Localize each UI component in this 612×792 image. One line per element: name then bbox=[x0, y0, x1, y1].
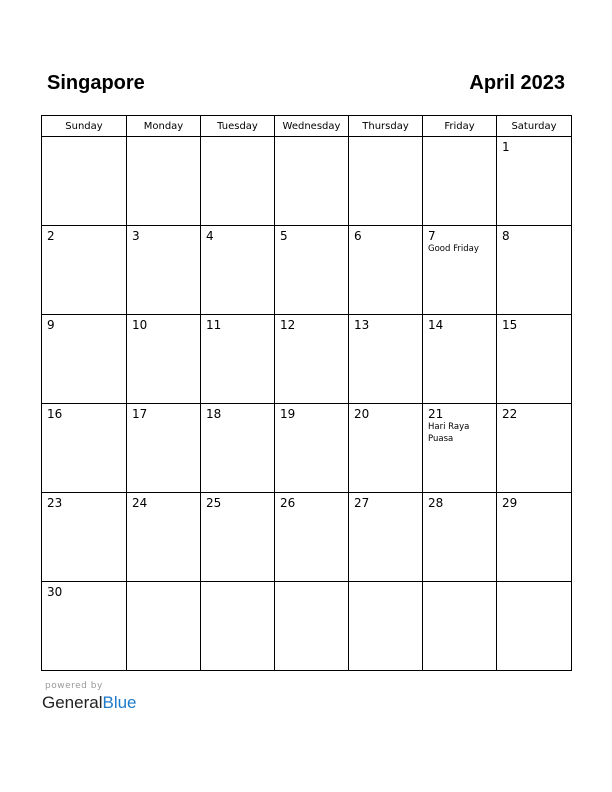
week-row bbox=[42, 315, 572, 404]
weekday-header-monday: Monday bbox=[127, 116, 201, 137]
day-cell bbox=[497, 493, 572, 582]
day-number: 4 bbox=[206, 229, 214, 243]
day-number: 7 bbox=[428, 229, 436, 243]
day-number bbox=[127, 582, 200, 585]
day-cell bbox=[423, 226, 497, 315]
day-number bbox=[423, 582, 496, 585]
day-number bbox=[423, 137, 496, 140]
powered-by-text: powered by bbox=[45, 681, 103, 691]
day-number: 29 bbox=[502, 496, 518, 510]
day-number bbox=[349, 137, 422, 140]
day-cell bbox=[423, 315, 497, 404]
day-cell bbox=[201, 137, 275, 226]
day-number: 25 bbox=[206, 496, 222, 510]
day-cell bbox=[349, 226, 423, 315]
day-cell bbox=[127, 137, 201, 226]
country-title: Singapore bbox=[47, 72, 145, 94]
day-number: 28 bbox=[428, 496, 444, 510]
day-cell bbox=[127, 493, 201, 582]
day-cell bbox=[497, 226, 572, 315]
day-number bbox=[275, 137, 348, 140]
day-cell bbox=[201, 493, 275, 582]
day-cell bbox=[349, 404, 423, 493]
day-number: 13 bbox=[354, 318, 370, 332]
day-cell bbox=[497, 137, 572, 226]
day-number: 9 bbox=[47, 318, 55, 332]
day-number: 14 bbox=[428, 318, 444, 332]
day-cell bbox=[201, 315, 275, 404]
footer-branding bbox=[42, 681, 192, 721]
week-row bbox=[42, 226, 572, 315]
day-number: 21 bbox=[428, 407, 444, 421]
day-cell bbox=[275, 226, 349, 315]
weekday-header-thursday: Thursday bbox=[349, 116, 423, 137]
day-number: 3 bbox=[132, 229, 140, 243]
weekday-header-friday: Friday bbox=[423, 116, 497, 137]
day-cell bbox=[42, 226, 127, 315]
weekday-header-tuesday: Tuesday bbox=[201, 116, 275, 137]
day-cell bbox=[497, 404, 572, 493]
day-cell bbox=[423, 582, 497, 671]
day-cell bbox=[127, 226, 201, 315]
day-cell bbox=[275, 582, 349, 671]
day-cell bbox=[127, 404, 201, 493]
day-cell bbox=[423, 137, 497, 226]
day-cell bbox=[42, 582, 127, 671]
day-number bbox=[275, 582, 348, 585]
holiday-label-good-friday: Good Friday bbox=[428, 244, 479, 254]
day-cell bbox=[275, 404, 349, 493]
week-row bbox=[42, 493, 572, 582]
day-number: 10 bbox=[132, 318, 148, 332]
day-cell bbox=[127, 315, 201, 404]
day-cell bbox=[349, 137, 423, 226]
day-cell bbox=[201, 582, 275, 671]
day-cell bbox=[349, 315, 423, 404]
calendar-grid bbox=[41, 115, 572, 671]
day-cell bbox=[201, 404, 275, 493]
day-cell bbox=[275, 137, 349, 226]
week-row bbox=[42, 137, 572, 226]
day-number: 18 bbox=[206, 407, 222, 421]
day-number bbox=[349, 582, 422, 585]
day-cell bbox=[497, 315, 572, 404]
day-cell bbox=[42, 493, 127, 582]
day-number: 6 bbox=[354, 229, 362, 243]
weekday-header-row bbox=[42, 116, 572, 137]
day-cell bbox=[42, 137, 127, 226]
calendar-header bbox=[41, 70, 571, 100]
day-number: 5 bbox=[280, 229, 288, 243]
month-year-title: April 2023 bbox=[469, 72, 565, 94]
weekday-header-wednesday: Wednesday bbox=[275, 116, 349, 137]
day-number: 8 bbox=[502, 229, 510, 243]
day-cell bbox=[275, 315, 349, 404]
day-cell bbox=[42, 404, 127, 493]
day-number: 15 bbox=[502, 318, 518, 332]
day-cell bbox=[349, 582, 423, 671]
day-number: 17 bbox=[132, 407, 148, 421]
day-cell bbox=[423, 493, 497, 582]
day-number bbox=[201, 582, 274, 585]
day-number: 12 bbox=[280, 318, 296, 332]
brand-general-text: General bbox=[42, 693, 103, 712]
generalblue-logo bbox=[42, 693, 192, 713]
day-cell bbox=[423, 404, 497, 493]
day-cell bbox=[42, 315, 127, 404]
week-row bbox=[42, 582, 572, 671]
day-number: 22 bbox=[502, 407, 518, 421]
day-number: 30 bbox=[47, 585, 63, 599]
weekday-header-saturday: Saturday bbox=[497, 116, 572, 137]
day-cell bbox=[275, 493, 349, 582]
day-cell bbox=[349, 493, 423, 582]
day-number: 16 bbox=[47, 407, 63, 421]
day-number bbox=[42, 137, 126, 140]
day-number: 27 bbox=[354, 496, 370, 510]
day-cell bbox=[497, 582, 572, 671]
day-cell bbox=[127, 582, 201, 671]
day-number: 2 bbox=[47, 229, 55, 243]
day-number: 23 bbox=[47, 496, 63, 510]
day-number: 24 bbox=[132, 496, 148, 510]
day-cell bbox=[201, 226, 275, 315]
day-number: 1 bbox=[502, 140, 510, 154]
holiday-label-hari-raya-puasa: Hari Raya Puasa bbox=[428, 422, 470, 444]
day-number bbox=[497, 582, 571, 585]
day-number bbox=[201, 137, 274, 140]
day-number: 26 bbox=[280, 496, 296, 510]
brand-blue-text: Blue bbox=[102, 693, 137, 712]
day-number: 11 bbox=[206, 318, 222, 332]
day-number bbox=[127, 137, 200, 140]
week-row bbox=[42, 404, 572, 493]
day-number: 20 bbox=[354, 407, 370, 421]
weekday-header-sunday: Sunday bbox=[42, 116, 127, 137]
day-number: 19 bbox=[280, 407, 296, 421]
